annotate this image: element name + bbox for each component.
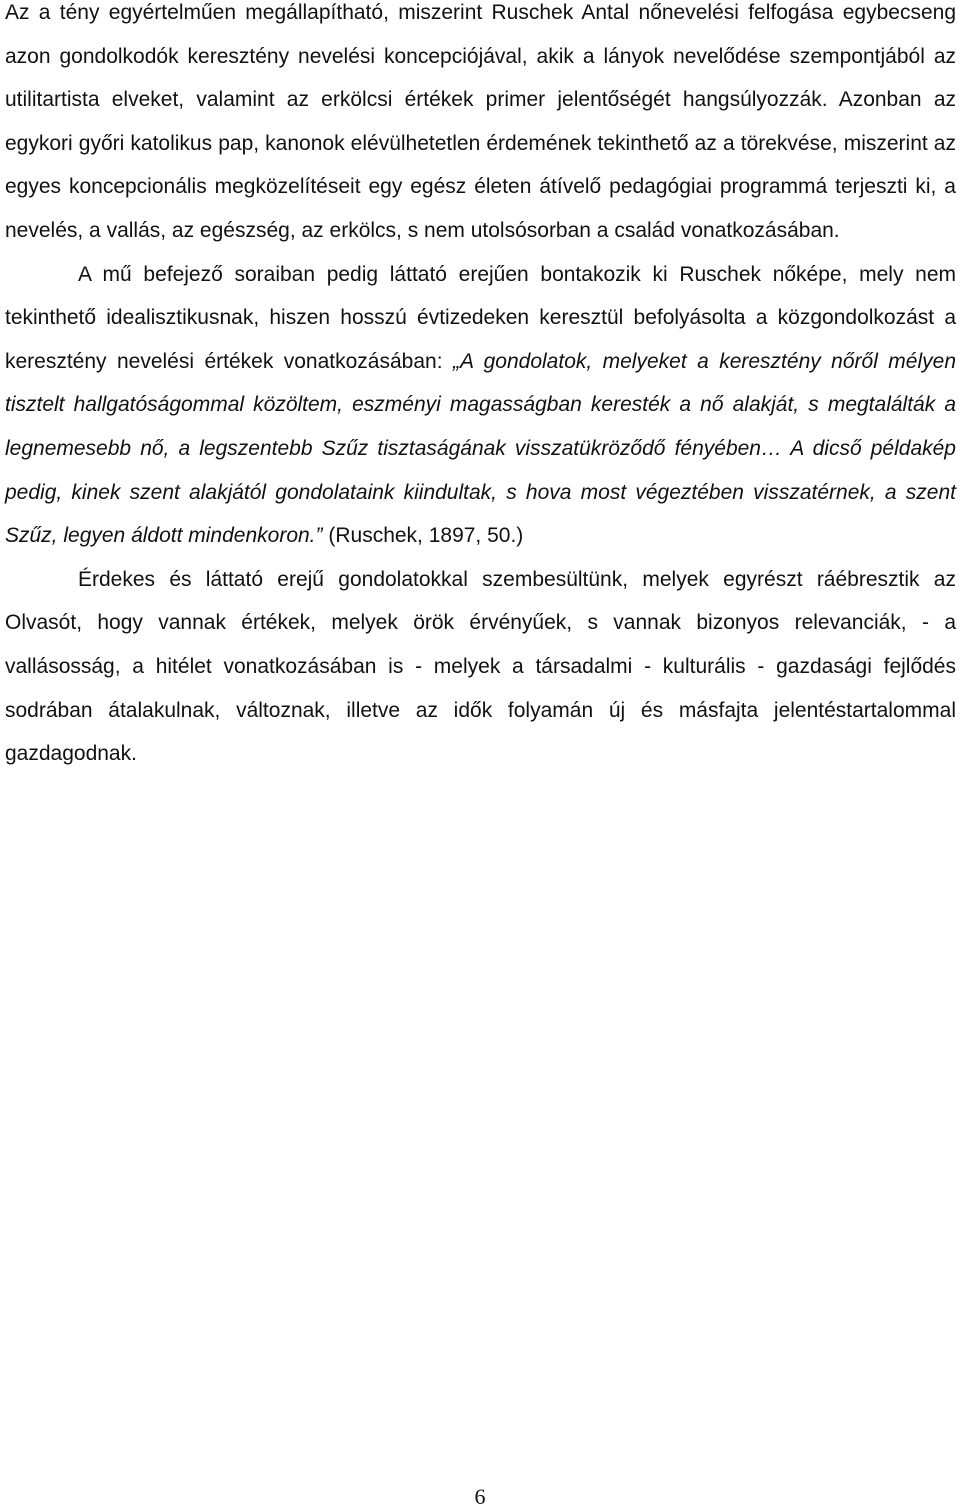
paragraph-1 xyxy=(5,0,956,253)
paragraph-3 xyxy=(5,558,956,776)
page-number: 6 xyxy=(474,1484,486,1509)
document-page xyxy=(5,0,956,776)
paragraph-2-intro: A mű befejező soraiban pedig láttató erejűen bontakozik ki Ruschek nőképe, mely nem tekinthető idealisztikusnak, hiszen hosszú évtizedeken keresztül befolyásolta a közgondolkozást a keresztény nevelési értékek vonatkozásában: xyxy=(5,262,956,373)
paragraph-2 xyxy=(5,253,956,558)
citation: (Ruschek, 1897, 50.) xyxy=(322,524,524,548)
paragraph-1-text: Az a tény egyértelműen megállapítható, miszerint Ruschek Antal nőnevelési felfogása egybecseng azon gondolkodók keresztény nevelési koncepciójával, akik a lányok nevelődése szempontjából az utilitartista elveket, valamint az erkölcsi értékek primer jelentőségét hangsúlyozzák. Azonban az egykori győri katolikus pap, kanonok elévülhetetlen érdemének tekinthető az a törekvése, miszerint az egyes koncepcionális megközelítéseit egy egész életen átívelő pedagógiai programmá terjeszti ki, a nevelés, a vallás, az egészség, az erkölcs, s nem utolsósorban a család vonatkozásában. xyxy=(5,1,956,242)
ruschek-quotation: „A gondolatok, melyeket a keresztény nőről mélyen tisztelt hallgatóságommal közöltem, eszményi magasságban keresték a nő alakját, s megtalálták a legnemesebb nő, a legszentebb Szűz tisztaságának visszatükröződő fényében… A dicső példakép pedig, kinek szent alakjától gondolataink kiindultak, s hova most végeztében visszatérnek, a szent Szűz, legyen áldott mindenkoron.” xyxy=(5,349,957,548)
paragraph-3-text: Érdekes és láttató erejű gondolatokkal szembesültünk, melyek egyrészt ráébresztik az Olvasót, hogy vannak értékek, melyek örök érvényűek, s vannak bizonyos relevanciák, - a vallásosság, a hitélet vonatkozásában is - melyek a társadalmi - kulturális - gazdasági fejlődés sodrában átalakulnak, változnak, illetve az idők folyamán új és másfajta jelentéstartalommal gazdagodnak. xyxy=(5,567,956,766)
